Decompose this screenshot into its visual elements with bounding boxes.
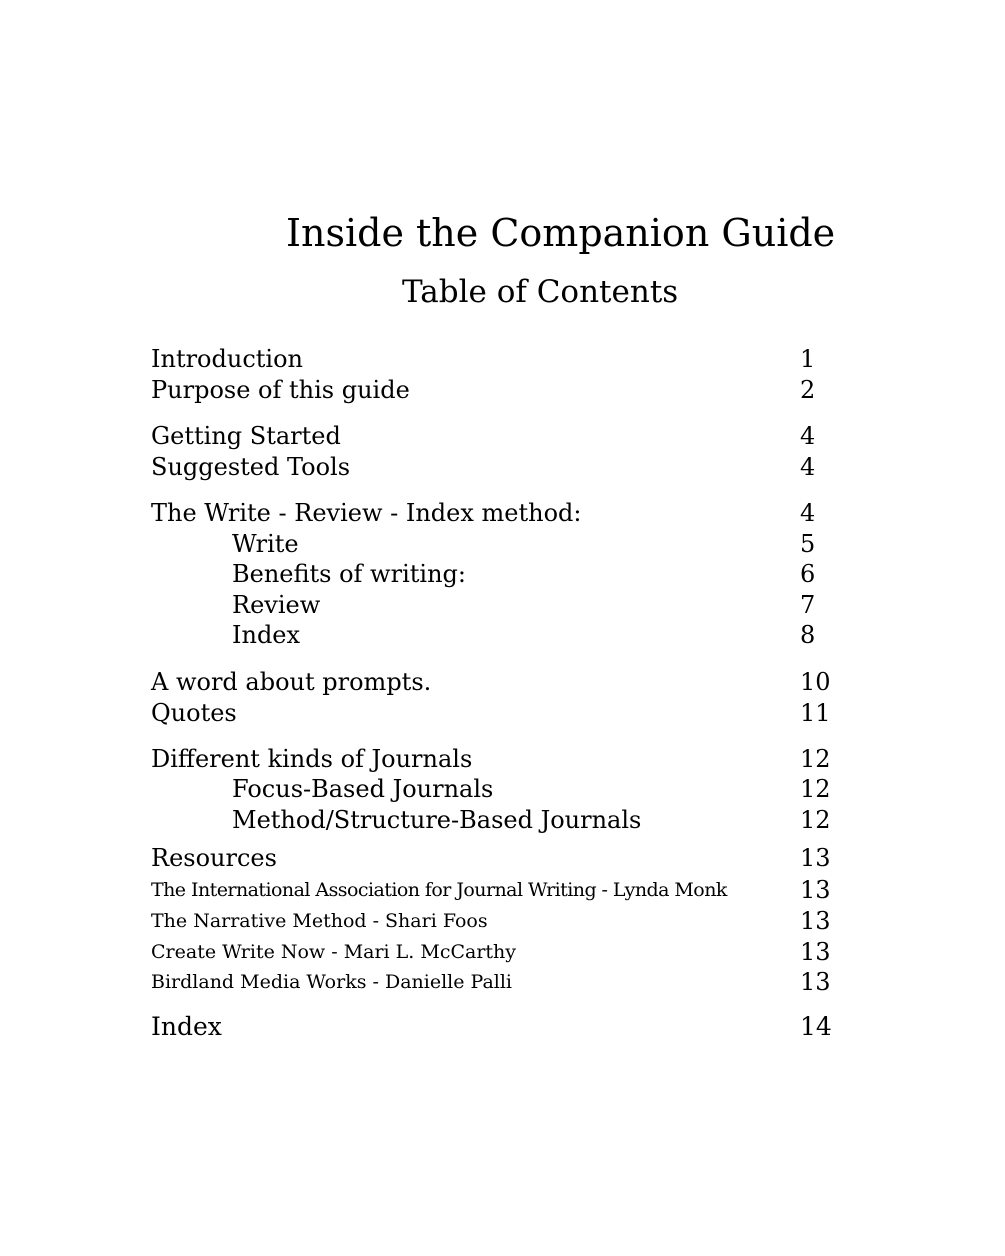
toc-heading: Table of Contents [402, 274, 679, 310]
toc-entry-label: Index [151, 1012, 222, 1041]
toc-entry-label: Introduction [151, 345, 303, 373]
toc-entry-label: Review [232, 591, 321, 619]
toc-entry-page: 8 [800, 621, 816, 649]
toc-entry-quotes [151, 698, 831, 728]
toc-entry-page: 4 [800, 422, 816, 450]
toc-entry-method [151, 498, 831, 528]
toc-entry-focus-journals [151, 774, 831, 804]
toc-entry-method-journals [151, 805, 831, 835]
toc-entry-label: Getting Started [151, 422, 341, 450]
toc-entry-page: 10 [800, 668, 831, 696]
toc-entry-label: Resources [151, 844, 277, 872]
toc-entry-label: Quotes [151, 699, 237, 727]
toc-entry-review [151, 590, 831, 620]
toc-entry-page: 2 [800, 376, 816, 404]
toc-entry-page: 12 [800, 775, 831, 803]
toc-entry-benefits [151, 559, 831, 589]
toc-entry-page: 4 [800, 453, 816, 481]
toc-entry-narrative [151, 906, 831, 936]
toc-entry-purpose [151, 375, 831, 405]
toc-entry-page: 13 [800, 907, 831, 935]
toc-entry-page: 13 [800, 876, 831, 904]
toc-entry-suggested-tools [151, 452, 831, 482]
toc-entry-label: Different kinds of Journals [151, 745, 473, 773]
toc-entry-label: Write [232, 530, 299, 558]
toc-entry-page: 12 [800, 806, 831, 834]
toc-entry-index [151, 1012, 831, 1042]
toc-entry-page: 13 [800, 844, 831, 872]
toc-entry-label: Purpose of this guide [151, 376, 410, 404]
toc-entry-page: 5 [800, 530, 816, 558]
toc-entry-page: 1 [800, 345, 816, 373]
document-title: Inside the Companion Guide [286, 211, 836, 255]
toc-entry-birdland [151, 967, 831, 997]
toc-entry-page: 4 [800, 499, 816, 527]
toc-entry-label: Create Write Now - Mari L. McCarthy [151, 941, 517, 963]
toc-entry-label: Index [232, 621, 301, 649]
toc-entry-label: Suggested Tools [151, 453, 351, 481]
toc-entry-getting-started [151, 421, 831, 451]
toc-entry-label: The International Association for Journal Writing - Lynda Monk [151, 879, 727, 901]
toc-entry-label: Birdland Media Works - Danielle Palli [151, 971, 512, 993]
toc-entry-page: 12 [800, 745, 831, 773]
toc-entry-label: The Write - Review - Index method: [151, 499, 582, 527]
toc-entry-page: 7 [800, 591, 816, 619]
toc-entry-label: The Narrative Method - Shari Foos [151, 910, 488, 932]
toc-entry-label: Focus-Based Journals [232, 775, 494, 803]
toc-entry-page: 6 [800, 560, 816, 588]
toc-entry-resources [151, 843, 831, 873]
toc-entry-prompts [151, 667, 831, 697]
toc-entry-page: 13 [800, 938, 831, 966]
toc-entry-page: 11 [800, 699, 831, 727]
toc-entry-iajw [151, 875, 831, 905]
toc-entry-index-sub [151, 620, 831, 650]
toc-entry-page: 13 [800, 968, 831, 996]
toc-entry-write [151, 529, 831, 559]
toc-entry-introduction [151, 344, 831, 374]
toc-entry-page: 14 [800, 1012, 832, 1041]
toc-entry-label: Benefits of writing: [232, 560, 466, 588]
toc-entry-label: Method/Structure-Based Journals [232, 806, 642, 834]
toc-entry-journals [151, 744, 831, 774]
toc-entry-create-write-now [151, 937, 831, 967]
toc-entry-label: A word about prompts. [151, 668, 432, 696]
